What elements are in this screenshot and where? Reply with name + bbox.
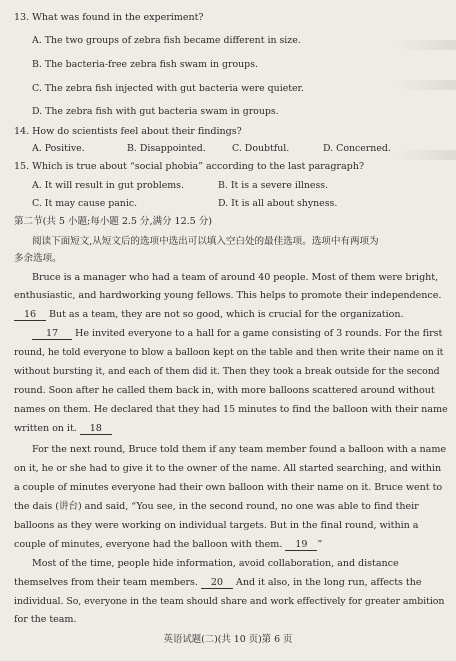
blank-19[interactable]: 19: [285, 539, 317, 551]
q15-option-d: D. It is all about shyness.: [218, 198, 338, 209]
bleed-through-shadow: [396, 40, 456, 50]
section-heading: 第二节(共 5 小题;每小题 2.5 分,满分 12.5 分): [14, 216, 212, 227]
bleed-through-shadow: [396, 80, 456, 90]
passage-text: He invited everyone to a hall for a game consisting of 3 rounds. For the first: [72, 328, 443, 339]
passage-line: the dais (讲台) and said, “You see, in the second round, no one was able to find their: [14, 501, 419, 512]
passage-line: [14, 539, 322, 551]
q13-option-b: B. The bacteria-free zebra fish swam in groups.: [32, 59, 258, 70]
passage-line: enthusiastic, and hardworking young fellows. This helps to promote their independence.: [14, 290, 442, 301]
question-13-stem: 13. What was found in the experiment?: [14, 12, 204, 23]
q14-option-a: A. Positive.: [32, 143, 85, 154]
section-instructions-cont: 多余选项。: [14, 253, 62, 264]
closing-quote: ”: [317, 539, 323, 550]
q15-option-c: C. It may cause panic.: [32, 198, 138, 209]
bleed-through-shadow: [396, 150, 456, 160]
passage-line: [32, 328, 442, 340]
passage-text: But as a team, they are not so good, which is crucial for the organization.: [46, 309, 404, 320]
q13-option-a: A. The two groups of zebra fish became different in size.: [32, 35, 301, 46]
passage-line: without bursting it, and each of them did it. Then they took a break outside for the second: [14, 366, 440, 377]
q15-option-b: B. It is a severe illness.: [218, 180, 329, 191]
passage-text: couple of minutes, everyone had the balloon with them.: [14, 539, 283, 550]
passage-line: Most of the time, people hide information, avoid collaboration, and distance: [32, 558, 399, 569]
passage-line: on it, he or she had to give it to the owner of the name. All started searching, and within: [14, 463, 442, 474]
q14-option-d: D. Concerned.: [323, 143, 391, 154]
section-instructions: 阅读下面短文,从短文后的选项中选出可以填入空白处的最佳选项。选项中有两项为: [32, 236, 379, 247]
passage-line: individual. So, everyone in the team should share and work effectively for greater ambition: [14, 596, 445, 607]
q14-option-b: B. Disappointed.: [127, 143, 206, 154]
passage-line: Bruce is a manager who had a team of around 40 people. Most of them were bright,: [32, 272, 439, 283]
passage-line: round, he told everyone to blow a balloon kept on the table and then write their name on it: [14, 347, 444, 358]
blank-18[interactable]: 18: [80, 423, 112, 435]
q14-option-c: C. Doubtful.: [232, 143, 290, 154]
q13-option-d: D. The zebra fish with gut bacteria swam in groups.: [32, 106, 279, 117]
passage-line: balloons as they were working on individual targets. But in the final round, within a: [14, 520, 419, 531]
q15-option-a: A. It will result in gut problems.: [32, 180, 184, 191]
passage-line: for the team.: [14, 614, 77, 625]
passage-text: written on it.: [14, 423, 77, 434]
passage-line: [14, 309, 403, 321]
passage-line: [14, 423, 112, 435]
passage-line: names on them. He declared that they had 15 minutes to find the balloon with their name: [14, 404, 448, 415]
question-14-stem: 14. How do scientists feel about their findings?: [14, 126, 242, 137]
passage-text: themselves from their team members.: [14, 577, 198, 588]
passage-line: [14, 577, 421, 589]
passage-line: For the next round, Bruce told them if any team member found a balloon with a name: [32, 444, 446, 455]
passage-text: And it also, in the long run, affects the: [232, 577, 422, 588]
passage-line: a couple of minutes everyone had their own balloon with their name on it. Bruce went to: [14, 482, 443, 493]
page-footer: 英语试题(二)(共 10 页)第 6 页: [163, 634, 293, 645]
q13-option-c: C. The zebra fish injected with gut bacteria were quieter.: [32, 83, 304, 94]
passage-line: round. Soon after he called them back in, with more balloons scattered around without: [14, 385, 435, 396]
blank-16[interactable]: 16: [14, 309, 46, 321]
blank-17[interactable]: 17: [32, 328, 72, 340]
question-15-stem: 15. Which is true about “social phobia” according to the last paragraph?: [14, 161, 364, 172]
blank-20[interactable]: 20: [201, 577, 233, 589]
